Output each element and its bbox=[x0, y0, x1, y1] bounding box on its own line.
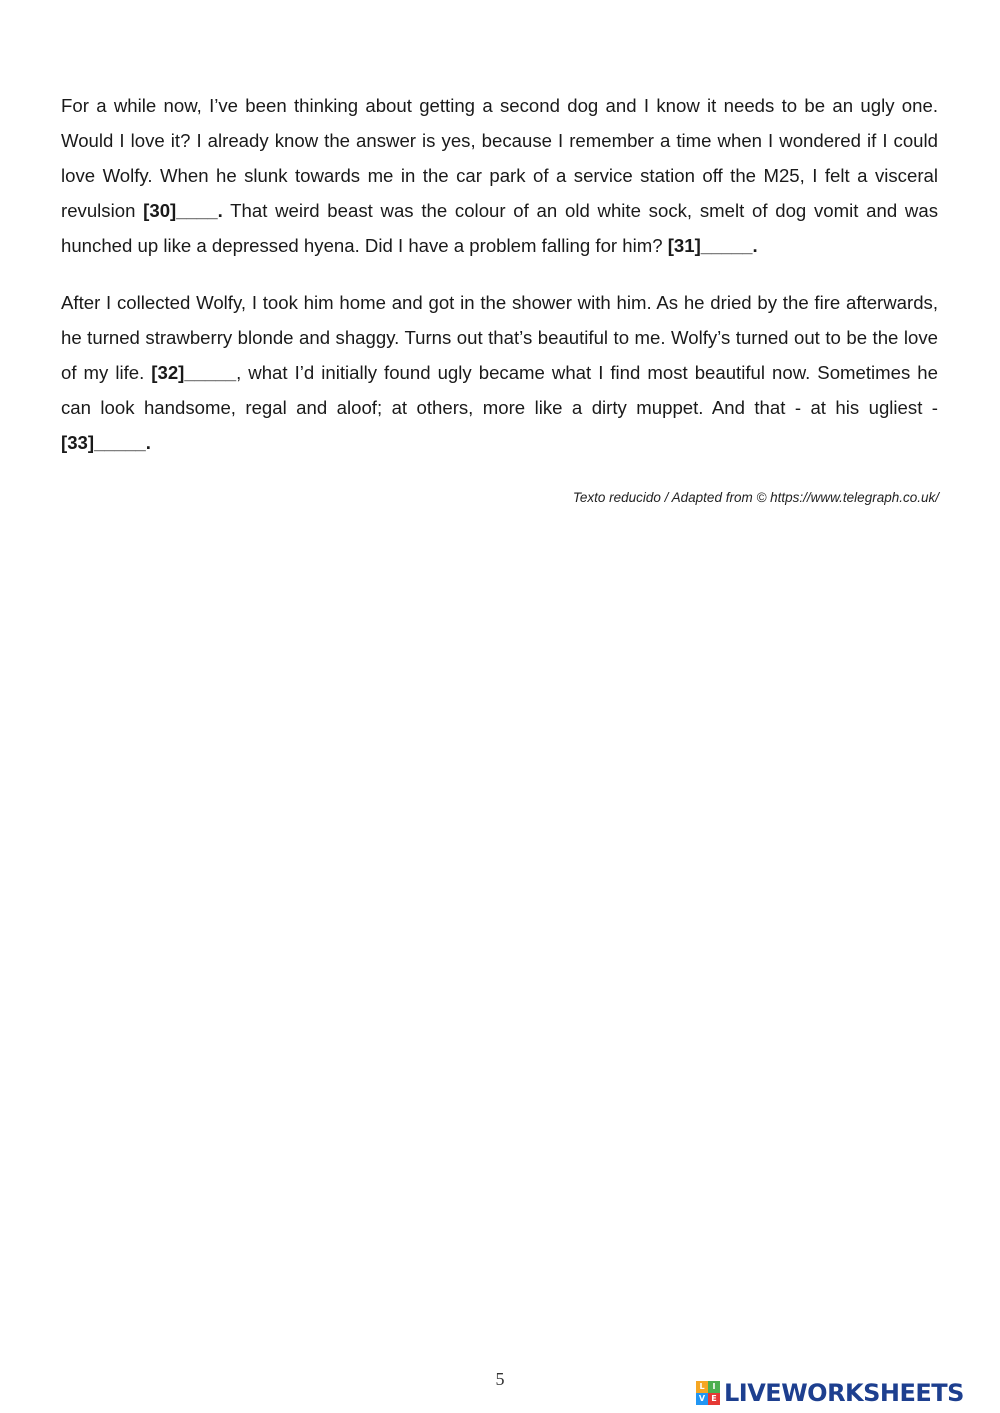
logo-letter-i: I bbox=[708, 1381, 720, 1393]
paragraph-1 bbox=[61, 88, 938, 263]
gap-32[interactable]: [32]_____ bbox=[151, 362, 237, 383]
paragraph-2 bbox=[61, 285, 938, 460]
logo-letter-v: V bbox=[696, 1393, 708, 1405]
gap-30[interactable]: [30]____. bbox=[143, 200, 223, 221]
liveworksheets-brand[interactable] bbox=[696, 1378, 964, 1408]
brand-name: LIVEWORKSHEETS bbox=[724, 1379, 964, 1407]
gap-33[interactable]: [33]_____. bbox=[61, 432, 151, 453]
source-citation: Texto reducido / Adapted from © https://www.telegraph.co.uk/ bbox=[572, 490, 939, 505]
paragraph-2-text-2: , what I’d initially found ugly became what I find most beautiful now. Sometimes he can look handsome, regal and aloof; at others, more like a dirty muppet. And that - at his ugliest - bbox=[61, 362, 938, 418]
gap-31[interactable]: [31]_____. bbox=[667, 235, 758, 256]
paragraph-1-text-2: That weird beast was the colour of an old white sock, smelt of dog vomit and was hunched up like a depressed hyena. Did I have a problem falling for him? bbox=[61, 200, 939, 256]
logo-letter-e: E bbox=[708, 1393, 720, 1405]
paragraph-2-text-1: After I collected Wolfy, I took him home and got in the shower with him. As he dried by the fire afterwards, he turned strawberry blonde and shaggy. Turns out that’s beautiful to me. Wolfy’s turned out to be the love of my life. bbox=[61, 292, 938, 383]
liveworksheets-logo-icon bbox=[696, 1381, 720, 1405]
page-number: 5 bbox=[495, 1369, 505, 1389]
logo-letter-l: L bbox=[696, 1381, 708, 1393]
paragraph-1-text-1: For a while now, I’ve been thinking about getting a second dog and I know it needs to be an ugly one. Would I love it? I already know the answer is yes, because I remember a time when I wondered if I could love Wolfy. When he slunk towards me in the car park of a service station off the M25, I felt a visceral revulsion bbox=[61, 95, 938, 221]
